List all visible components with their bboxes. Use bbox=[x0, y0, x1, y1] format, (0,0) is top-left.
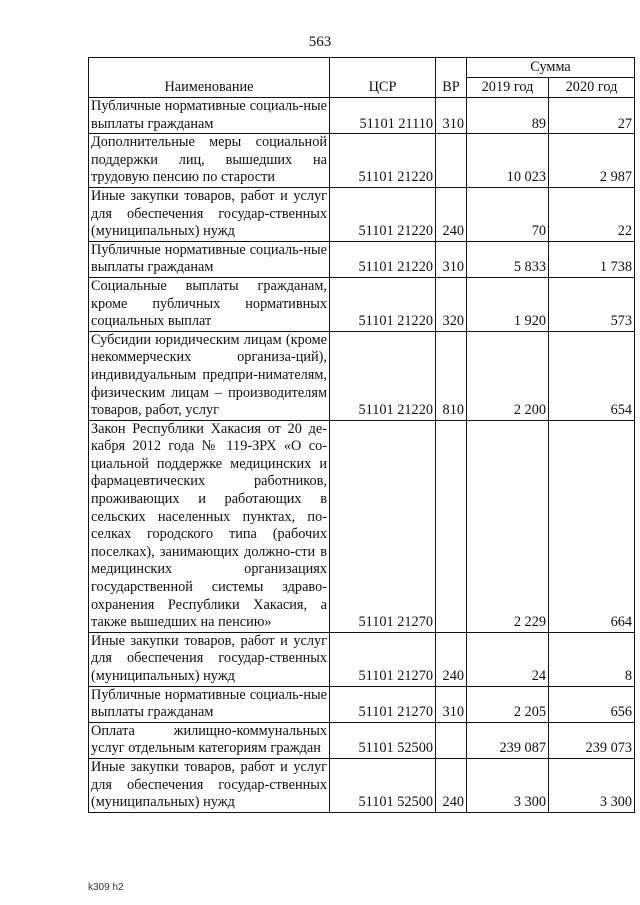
row-vr: 310 bbox=[436, 686, 467, 722]
row-vr: 310 bbox=[436, 241, 467, 277]
header-year-2019: 2019 год bbox=[467, 78, 549, 98]
row-amount-2020: 27 bbox=[549, 98, 635, 134]
row-csr: 51101 21270 bbox=[330, 686, 436, 722]
row-csr: 51101 21220 bbox=[330, 277, 436, 331]
row-amount-2019: 2 229 bbox=[467, 420, 549, 632]
row-amount-2020: 656 bbox=[549, 686, 635, 722]
table-row bbox=[89, 758, 635, 812]
row-amount-2020: 8 bbox=[549, 632, 635, 686]
table-header bbox=[89, 58, 635, 98]
row-csr: 51101 21270 bbox=[330, 632, 436, 686]
row-name: Иные закупки товаров, работ и услуг для обеспечения государ-ственных (муниципальных) нужд bbox=[89, 632, 330, 686]
header-sum: Сумма bbox=[467, 58, 635, 78]
row-name: Субсидии юридическим лицам (кроме некоммерческих организа-ций), индивидуальным предпри-нимателям, физическим лицам – производителям товаров, работ, услуг bbox=[89, 331, 330, 420]
table-row bbox=[89, 331, 635, 420]
row-amount-2020: 2 987 bbox=[549, 134, 635, 188]
row-amount-2020: 654 bbox=[549, 331, 635, 420]
row-amount-2019: 89 bbox=[467, 98, 549, 134]
row-amount-2019: 1 920 bbox=[467, 277, 549, 331]
footer-code: k309 h2 bbox=[88, 882, 124, 893]
header-name: Наименование bbox=[89, 58, 330, 98]
row-name: Публичные нормативные социаль-ные выплаты гражданам bbox=[89, 98, 330, 134]
row-amount-2019: 5 833 bbox=[467, 241, 549, 277]
row-csr: 51101 52500 bbox=[330, 722, 436, 758]
row-vr: 240 bbox=[436, 632, 467, 686]
row-vr: 320 bbox=[436, 277, 467, 331]
row-amount-2019: 3 300 bbox=[467, 758, 549, 812]
table-row bbox=[89, 420, 635, 632]
row-amount-2020: 22 bbox=[549, 187, 635, 241]
table-row bbox=[89, 241, 635, 277]
row-amount-2020: 239 073 bbox=[549, 722, 635, 758]
header-csr: ЦСР bbox=[330, 58, 436, 98]
row-csr: 51101 52500 bbox=[330, 758, 436, 812]
row-csr: 51101 21110 bbox=[330, 98, 436, 134]
table-row bbox=[89, 134, 635, 188]
table-row bbox=[89, 632, 635, 686]
page-number: 563 bbox=[308, 34, 332, 50]
row-csr: 51101 21220 bbox=[330, 241, 436, 277]
row-name: Публичные нормативные социаль-ные выплаты гражданам bbox=[89, 241, 330, 277]
header-vr: ВР bbox=[436, 58, 467, 98]
row-amount-2020: 1 738 bbox=[549, 241, 635, 277]
row-name: Оплата жилищно-коммунальных услуг отдельным категориям граждан bbox=[89, 722, 330, 758]
row-name: Иные закупки товаров, работ и услуг для обеспечения государ-ственных (муниципальных) нужд bbox=[89, 758, 330, 812]
budget-table bbox=[88, 57, 635, 813]
row-csr: 51101 21220 bbox=[330, 331, 436, 420]
table-row bbox=[89, 277, 635, 331]
row-csr: 51101 21220 bbox=[330, 134, 436, 188]
row-csr: 51101 21220 bbox=[330, 187, 436, 241]
row-csr: 51101 21270 bbox=[330, 420, 436, 632]
row-name: Дополнительные меры социальной поддержки лиц, вышедших на трудовую пенсию по старости bbox=[89, 134, 330, 188]
row-amount-2020: 664 bbox=[549, 420, 635, 632]
row-name: Социальные выплаты гражданам, кроме публичных нормативных социальных выплат bbox=[89, 277, 330, 331]
row-vr: 810 bbox=[436, 331, 467, 420]
table-row bbox=[89, 686, 635, 722]
row-vr: 240 bbox=[436, 187, 467, 241]
row-vr: 240 bbox=[436, 758, 467, 812]
table-row bbox=[89, 98, 635, 134]
row-vr bbox=[436, 134, 467, 188]
row-amount-2020: 3 300 bbox=[549, 758, 635, 812]
row-amount-2019: 2 200 bbox=[467, 331, 549, 420]
row-vr bbox=[436, 420, 467, 632]
table-row bbox=[89, 187, 635, 241]
row-name: Закон Республики Хакасия от 20 де-кабря 2012 года № 119-ЗРХ «О со-циальной поддержке медицинских и фармацевтических работников, проживающих и работающих в сельских населенных пунктах, по-селках городского типа (рабочих поселках), занимающих должно-сти в медицинских организациях государственной системы здраво-охранения Республики Хакасия, а также вышедших на пенсию» bbox=[89, 420, 330, 632]
row-vr: 310 bbox=[436, 98, 467, 134]
header-year-2020: 2020 год bbox=[549, 78, 635, 98]
table-row bbox=[89, 722, 635, 758]
row-vr bbox=[436, 722, 467, 758]
row-amount-2019: 10 023 bbox=[467, 134, 549, 188]
row-amount-2019: 2 205 bbox=[467, 686, 549, 722]
row-amount-2020: 573 bbox=[549, 277, 635, 331]
row-amount-2019: 239 087 bbox=[467, 722, 549, 758]
row-amount-2019: 70 bbox=[467, 187, 549, 241]
row-amount-2019: 24 bbox=[467, 632, 549, 686]
row-name: Публичные нормативные социаль-ные выплаты гражданам bbox=[89, 686, 330, 722]
row-name: Иные закупки товаров, работ и услуг для обеспечения государ-ственных (муниципальных) нужд bbox=[89, 187, 330, 241]
